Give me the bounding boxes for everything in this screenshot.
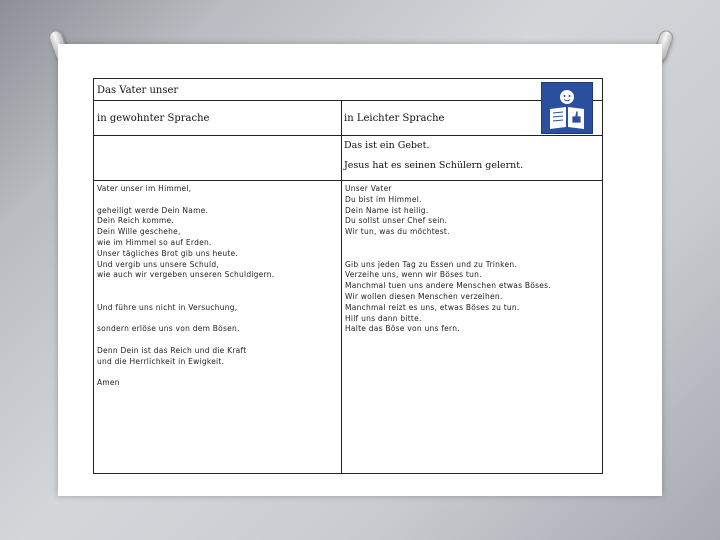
- text-line: Hilf uns dann bitte.: [345, 313, 422, 323]
- text-line: [345, 238, 551, 249]
- text-line: und die Herrlichkeit in Ewigkeit.: [97, 356, 225, 366]
- prayer-table: [93, 78, 603, 474]
- text-line: Unser Vater: [345, 184, 392, 193]
- text-line: Dein Wille geschehe,: [97, 227, 181, 237]
- column-header-row: [94, 101, 602, 136]
- text-line: [97, 195, 274, 206]
- text-line: Halte das Böse von uns fern.: [345, 324, 460, 334]
- intro-line: Das ist ein Gebet.: [344, 140, 430, 151]
- column-divider: [341, 101, 342, 474]
- text-line: Dein Reich komme.: [97, 216, 174, 226]
- text-line: [97, 292, 274, 303]
- text-line: wie auch wir vergeben unseren Schuldigern.: [97, 270, 275, 280]
- right-column-header: in Leichter Sprache: [344, 113, 445, 124]
- text-line: Vater unser im Himmel,: [97, 184, 192, 193]
- text-line: Gib uns jeden Tag zu Essen und zu Trinken.: [345, 259, 517, 269]
- text-line: Du bist im Himmel.: [345, 194, 422, 204]
- text-line: Unser tägliches Brot gib uns heute.: [97, 248, 239, 258]
- text-line: Denn Dein ist das Reich und die Kraft: [97, 345, 247, 355]
- text-line: [97, 281, 274, 292]
- left-column-header: in gewohnter Sprache: [97, 113, 210, 124]
- text-line: [97, 368, 274, 379]
- text-line: sondern erlöse uns von dem Bösen.: [97, 324, 240, 334]
- document-title: Das Vater unser: [94, 79, 602, 101]
- right-column-text: [345, 184, 551, 335]
- text-line: Du sollst unser Chef sein.: [345, 216, 448, 226]
- text-line: geheiligt werde Dein Name.: [97, 205, 209, 215]
- text-line: wie im Himmel so auf Erden.: [97, 237, 212, 247]
- text-line: Amen: [97, 378, 120, 388]
- intro-line: Jesus hat es seinen Schülern gelernt.: [344, 160, 524, 171]
- text-line: Und vergib uns unsere Schuld,: [97, 259, 219, 269]
- text-line: Manchmal tuen uns andere Menschen etwas Böses.: [345, 281, 551, 291]
- easy-read-logo-icon: [541, 82, 593, 134]
- text-line: [97, 314, 274, 325]
- text-line: Manchmal reizt es uns, etwas Böses zu tun.: [345, 302, 520, 312]
- text-line: Verzeihe uns, wenn wir Böses tun.: [345, 270, 482, 280]
- left-column-text: [97, 184, 274, 389]
- text-line: Wir wollen diesen Menschen verzeihen.: [345, 291, 503, 301]
- text-line: Dein Name ist heilig.: [345, 205, 429, 215]
- intro-row: [94, 136, 602, 181]
- text-line: Wir tun, was du möchtest.: [345, 227, 450, 237]
- text-line: Und führe uns nicht in Versuchung,: [97, 302, 238, 312]
- text-line: [345, 249, 551, 260]
- text-line: [97, 335, 274, 346]
